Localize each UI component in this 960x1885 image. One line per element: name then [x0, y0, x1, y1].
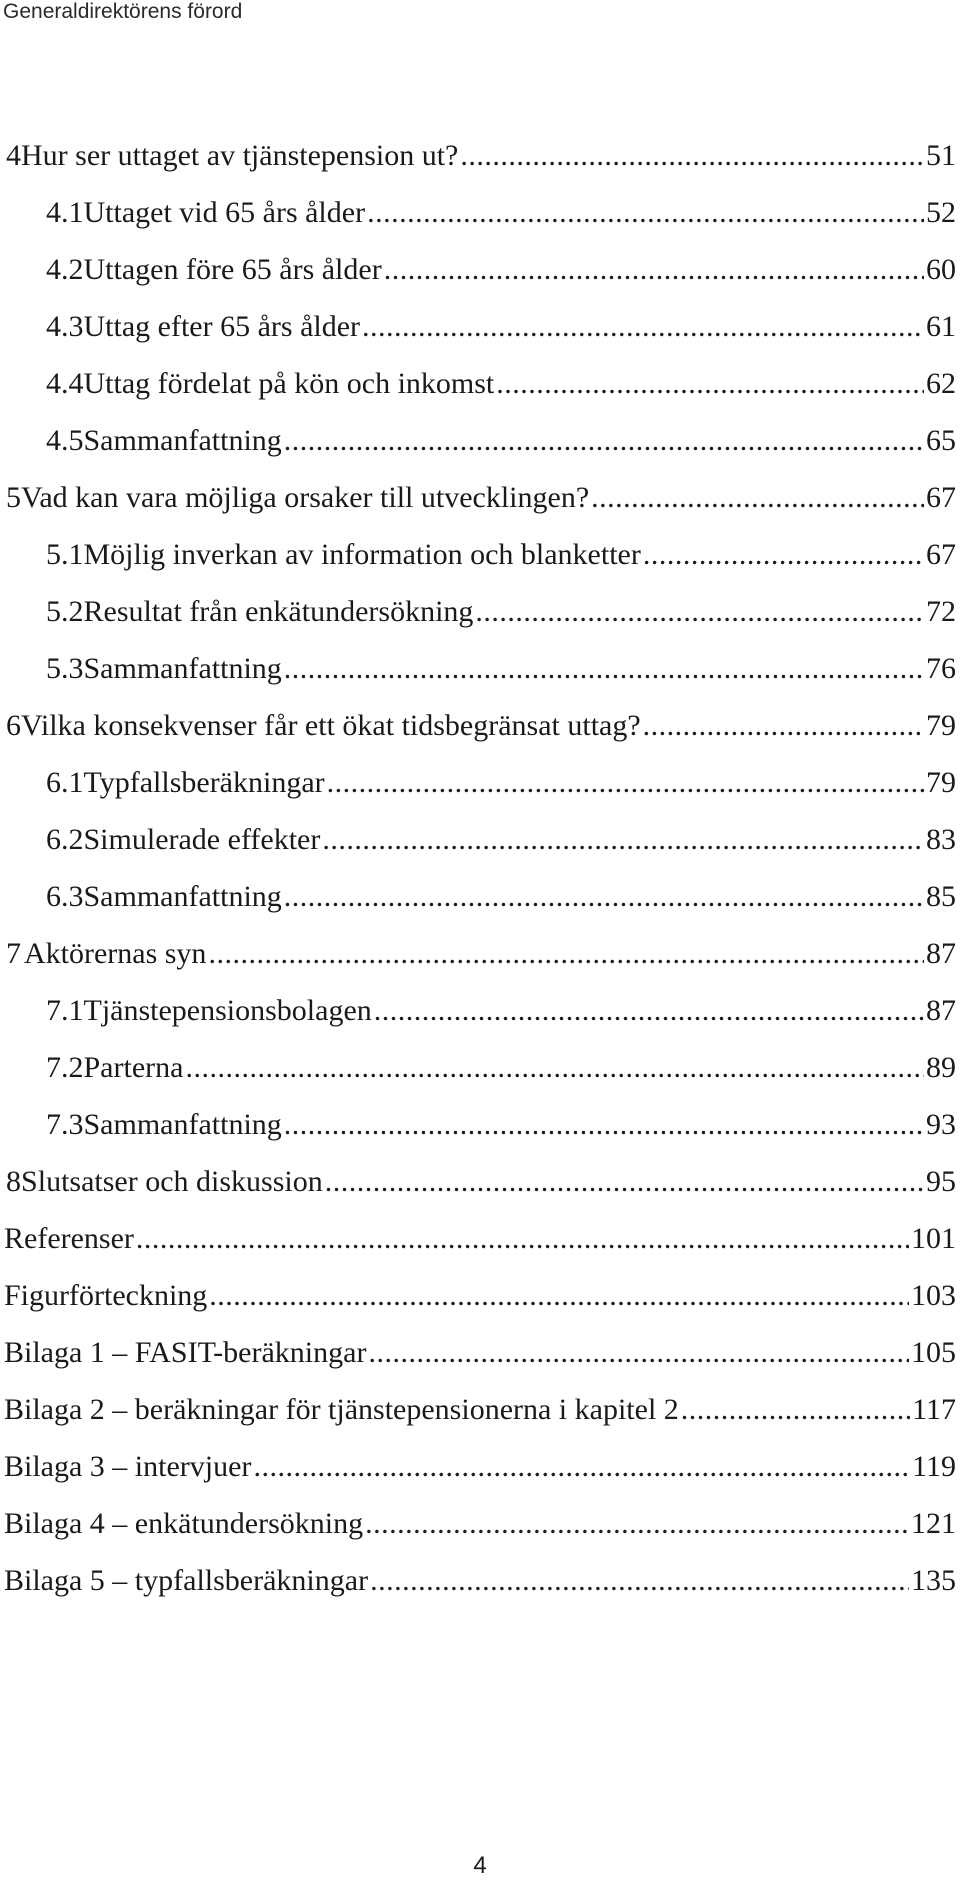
page-number: 4	[473, 1852, 487, 1879]
toc-entry-unnumbered[interactable]	[0, 1219, 960, 1259]
toc-entry-section[interactable]	[0, 193, 960, 233]
toc-entry-title: Uttag fördelat på kön och inkomst	[83, 367, 495, 400]
toc-entry-section[interactable]	[0, 535, 960, 575]
toc-leader-dots	[460, 136, 924, 176]
toc-entry-page: 79	[926, 709, 956, 742]
toc-entry-page: 62	[926, 367, 956, 400]
toc-entry-title: Vilka konsekvenser får ett ökat tidsbegränsat uttag?	[21, 709, 641, 742]
toc-entry-title: Aktörernas syn	[23, 937, 207, 970]
toc-entry-number: 7.3	[46, 1108, 84, 1141]
toc-leader-dots	[367, 193, 924, 233]
toc-entry-page: 85	[926, 880, 956, 913]
toc-leader-dots	[327, 763, 924, 803]
toc-leader-dots	[475, 592, 924, 632]
toc-entry-number: 4.4	[46, 367, 84, 400]
toc-entry-section[interactable]	[0, 991, 960, 1031]
toc-entry-page: 87	[926, 994, 956, 1027]
toc-entry-number: 4.3	[46, 310, 84, 343]
toc-leader-dots	[209, 1276, 909, 1316]
toc-leader-dots	[185, 1048, 924, 1088]
toc-entry-section[interactable]	[0, 421, 960, 461]
toc-entry-title: Parterna	[83, 1051, 184, 1084]
toc-entry-number: 8	[6, 1165, 21, 1198]
toc-leader-dots	[368, 1333, 909, 1373]
toc-leader-dots	[284, 877, 924, 917]
toc-entry-number: 6.2	[46, 823, 84, 856]
toc-entry-number: 4.5	[46, 424, 84, 457]
toc-entry-page: 89	[926, 1051, 956, 1084]
toc-entry-number: 7.1	[46, 994, 84, 1027]
toc-entry-page: 79	[926, 766, 956, 799]
toc-entry-title: Typfallsberäkningar	[83, 766, 325, 799]
toc-entry-appendix[interactable]	[0, 1333, 960, 1373]
toc-leader-dots	[681, 1390, 910, 1430]
toc-leader-dots	[362, 307, 924, 347]
toc-entry-number: 4	[6, 139, 21, 172]
toc-entry-title: Bilaga 5 – typfallsberäkningar	[4, 1564, 369, 1597]
toc-entry-title: Figurförteckning	[4, 1279, 208, 1312]
toc-entry-appendix[interactable]	[0, 1504, 960, 1544]
toc-entry-appendix[interactable]	[0, 1561, 960, 1601]
toc-entry-unnumbered[interactable]	[0, 1276, 960, 1316]
toc-entry-section[interactable]	[0, 364, 960, 404]
toc-entry-title: Uttag efter 65 års ålder	[83, 310, 361, 343]
toc-entry-chapter[interactable]	[0, 1162, 960, 1202]
toc-leader-dots	[208, 934, 924, 974]
toc-entry-title: Sammanfattning	[83, 1108, 282, 1141]
toc-entry-title: Sammanfattning	[83, 424, 282, 457]
toc-leader-dots	[643, 706, 924, 746]
toc-entry-section[interactable]	[0, 763, 960, 803]
toc-entry-chapter[interactable]	[0, 478, 960, 518]
toc-entry-page: 76	[926, 652, 956, 685]
toc-entry-page: 52	[926, 196, 956, 229]
toc-leader-dots	[365, 1504, 909, 1544]
toc-entry-page: 60	[926, 253, 956, 286]
toc-entry-title: Sammanfattning	[83, 652, 282, 685]
toc-entry-title: Tjänstepensionsbolagen	[83, 994, 372, 1027]
toc-entry-title: Slutsatser och diskussion	[21, 1165, 323, 1198]
toc-entry-page: 87	[926, 937, 956, 970]
toc-entry-title: Sammanfattning	[83, 880, 282, 913]
toc-entry-number: 4.2	[46, 253, 84, 286]
toc-leader-dots	[496, 364, 924, 404]
toc-entry-page: 51	[926, 139, 956, 172]
toc-entry-appendix[interactable]	[0, 1447, 960, 1487]
toc-leader-dots	[284, 649, 924, 689]
toc-entry-chapter[interactable]	[0, 934, 960, 974]
toc-entry-page: 93	[926, 1108, 956, 1141]
toc-entry-title: Bilaga 3 – intervjuer	[4, 1450, 252, 1483]
toc-entry-title: Bilaga 1 – FASIT-beräkningar	[4, 1336, 367, 1369]
toc-entry-page: 67	[926, 538, 956, 571]
toc-leader-dots	[370, 1561, 909, 1601]
toc-entry-page: 61	[926, 310, 956, 343]
toc-entry-chapter[interactable]	[0, 136, 960, 176]
toc-leader-dots	[643, 535, 924, 575]
toc-entry-title: Bilaga 2 – beräkningar för tjänstepensionerna i kapitel 2	[4, 1393, 679, 1426]
toc-entry-page: 121	[911, 1507, 956, 1540]
toc-entry-number: 5.3	[46, 652, 84, 685]
toc-entry-section[interactable]	[0, 1105, 960, 1145]
toc-entry-number: 5.1	[46, 538, 84, 571]
toc-entry-number: 7	[6, 937, 21, 970]
toc-entry-number: 6.3	[46, 880, 84, 913]
toc-entry-page: 135	[911, 1564, 956, 1597]
toc-entry-section[interactable]	[0, 877, 960, 917]
toc-entry-appendix[interactable]	[0, 1390, 960, 1430]
toc-entry-title: Uttaget vid 65 års ålder	[83, 196, 366, 229]
toc-entry-title: Referenser	[4, 1222, 134, 1255]
toc-entry-page: 101	[911, 1222, 956, 1255]
toc-entry-number: 4.1	[46, 196, 84, 229]
toc-entry-number: 6	[6, 709, 21, 742]
toc-entry-title: Möjlig inverkan av information och blanketter	[83, 538, 641, 571]
toc-leader-dots	[384, 250, 924, 290]
toc-entry-section[interactable]	[0, 592, 960, 632]
toc-entry-page: 103	[911, 1279, 956, 1312]
toc-entry-page: 67	[926, 481, 956, 514]
toc-leader-dots	[284, 1105, 924, 1145]
toc-entry-section[interactable]	[0, 250, 960, 290]
running-header: Generaldirektörens förord	[3, 0, 243, 23]
toc-leader-dots	[136, 1219, 909, 1259]
toc-entry-section[interactable]	[0, 307, 960, 347]
toc-entry-title: Hur ser uttaget av tjänstepension ut?	[21, 139, 459, 172]
toc-entry-page: 119	[912, 1450, 956, 1483]
toc-entry-section[interactable]	[0, 820, 960, 860]
toc-entry-page: 95	[926, 1165, 956, 1198]
toc-entry-title: Uttagen före 65 års ålder	[83, 253, 382, 286]
toc-entry-section[interactable]	[0, 649, 960, 689]
toc-leader-dots	[325, 1162, 924, 1202]
toc-entry-title: Bilaga 4 – enkätundersökning	[4, 1507, 364, 1540]
toc-entry-number: 6.1	[46, 766, 84, 799]
toc-leader-dots	[322, 820, 924, 860]
toc-entry-number: 7.2	[46, 1051, 84, 1084]
toc-entry-number: 5	[6, 481, 21, 514]
toc-leader-dots	[591, 478, 924, 518]
toc-entry-page: 105	[911, 1336, 956, 1369]
toc-leader-dots	[284, 421, 924, 461]
toc-entry-section[interactable]	[0, 1048, 960, 1088]
toc-entry-page: 72	[926, 595, 956, 628]
toc-entry-number: 5.2	[46, 595, 84, 628]
toc-entry-title: Simulerade effekter	[83, 823, 321, 856]
toc-entry-page: 65	[926, 424, 956, 457]
toc-entry-chapter[interactable]	[0, 706, 960, 746]
toc-entry-title: Resultat från enkätundersökning	[83, 595, 474, 628]
toc-leader-dots	[374, 991, 924, 1031]
toc-entry-title: Vad kan vara möjliga orsaker till utvecklingen?	[21, 481, 590, 514]
toc-entry-page: 117	[912, 1393, 956, 1426]
toc-leader-dots	[253, 1447, 910, 1487]
toc-entry-page: 83	[926, 823, 956, 856]
